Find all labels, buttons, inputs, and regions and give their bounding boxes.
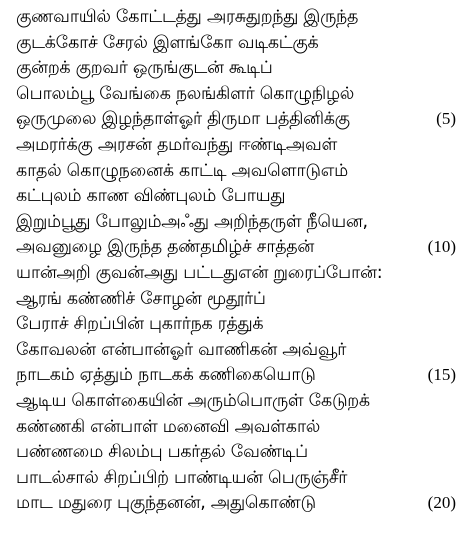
line-text: குணவாயில் கோட்டத்து அரசுதுறந்து இருந்த <box>16 7 359 27</box>
poem-line <box>16 337 456 363</box>
line-text: காதல் கொழுநனைக் காட்டி அவளொடுஎம் <box>16 160 348 181</box>
line-text: ஆடிய கொள்கையின் அரும்பொருள் கேடுறக் <box>16 390 370 411</box>
line-number: (20) <box>427 493 456 513</box>
poem-line <box>16 4 456 30</box>
line-text: குடக்கோச் சேரல் இளங்கோ வடிகட்குக் <box>16 32 319 53</box>
line-text: அமரர்க்கு அரசன் தமர்வந்து ஈண்டிஅவள் <box>16 134 337 155</box>
poem-line <box>16 234 456 260</box>
poem-line <box>16 362 456 388</box>
poem-line <box>16 439 456 465</box>
line-text: பேராச் சிறப்பின் புகார்நக ரத்துக் <box>16 314 264 335</box>
poem-line <box>16 81 456 107</box>
line-text: பாடல்சால் சிறப்பிற் பாண்டியன் பெருஞ்சீர் <box>16 467 348 488</box>
line-text: மாட மதுரை புகுந்தனன், அதுகொண்டு <box>16 493 316 514</box>
poem-line <box>16 30 456 56</box>
line-text: யான்அறி குவன்அது பட்டதுஎன் றுரைப்போன்: <box>16 262 383 283</box>
poem-line <box>16 388 456 414</box>
poem-line <box>16 490 456 516</box>
poem-line <box>16 183 456 209</box>
line-number: (5) <box>436 109 456 129</box>
line-text: இறும்பூது போலும்அஃது அறிந்தருள் நீயென, <box>16 211 368 232</box>
line-text: கோவலன் என்பான்ஓர் வாணிகன் அவ்வூர் <box>16 339 347 360</box>
line-text: ஆரங் கண்ணிச் சோழன் மூதூர்ப் <box>16 288 266 309</box>
poem-line <box>16 158 456 184</box>
line-text: ஒருமுலை இழந்தாள்ஓர் திருமா பத்தினிக்கு <box>16 109 350 130</box>
poem-line <box>16 55 456 81</box>
poem-line <box>16 465 456 491</box>
poem-line <box>16 414 456 440</box>
line-text: அவனுழை இருந்த தண்தமிழ்ச் சாத்தன் <box>16 237 315 258</box>
line-number: (10) <box>427 237 456 257</box>
line-text: கட்புலம் காண விண்புலம் போயது <box>16 186 286 207</box>
poem-line <box>16 209 456 235</box>
line-text: நாடகம் ஏத்தும் நாடகக் கணிகையொடு <box>16 365 316 386</box>
poem-text <box>16 4 456 516</box>
line-number: (15) <box>427 365 456 385</box>
line-text: பண்ணமை சிலம்பு பகர்தல் வேண்டிப் <box>16 442 308 463</box>
line-text: குன்றக் குறவர் ஒருங்குடன் கூடிப் <box>16 58 273 79</box>
poem-line <box>16 260 456 286</box>
poem-line <box>16 106 456 132</box>
poem-line <box>16 132 456 158</box>
poem-line <box>16 311 456 337</box>
poem-line <box>16 286 456 312</box>
line-text: பொலம்பூ வேங்கை நலங்கிளர் கொழுநிழல் <box>16 83 354 104</box>
line-text: கண்ணகி என்பாள் மனைவி அவள்கால் <box>16 416 321 437</box>
